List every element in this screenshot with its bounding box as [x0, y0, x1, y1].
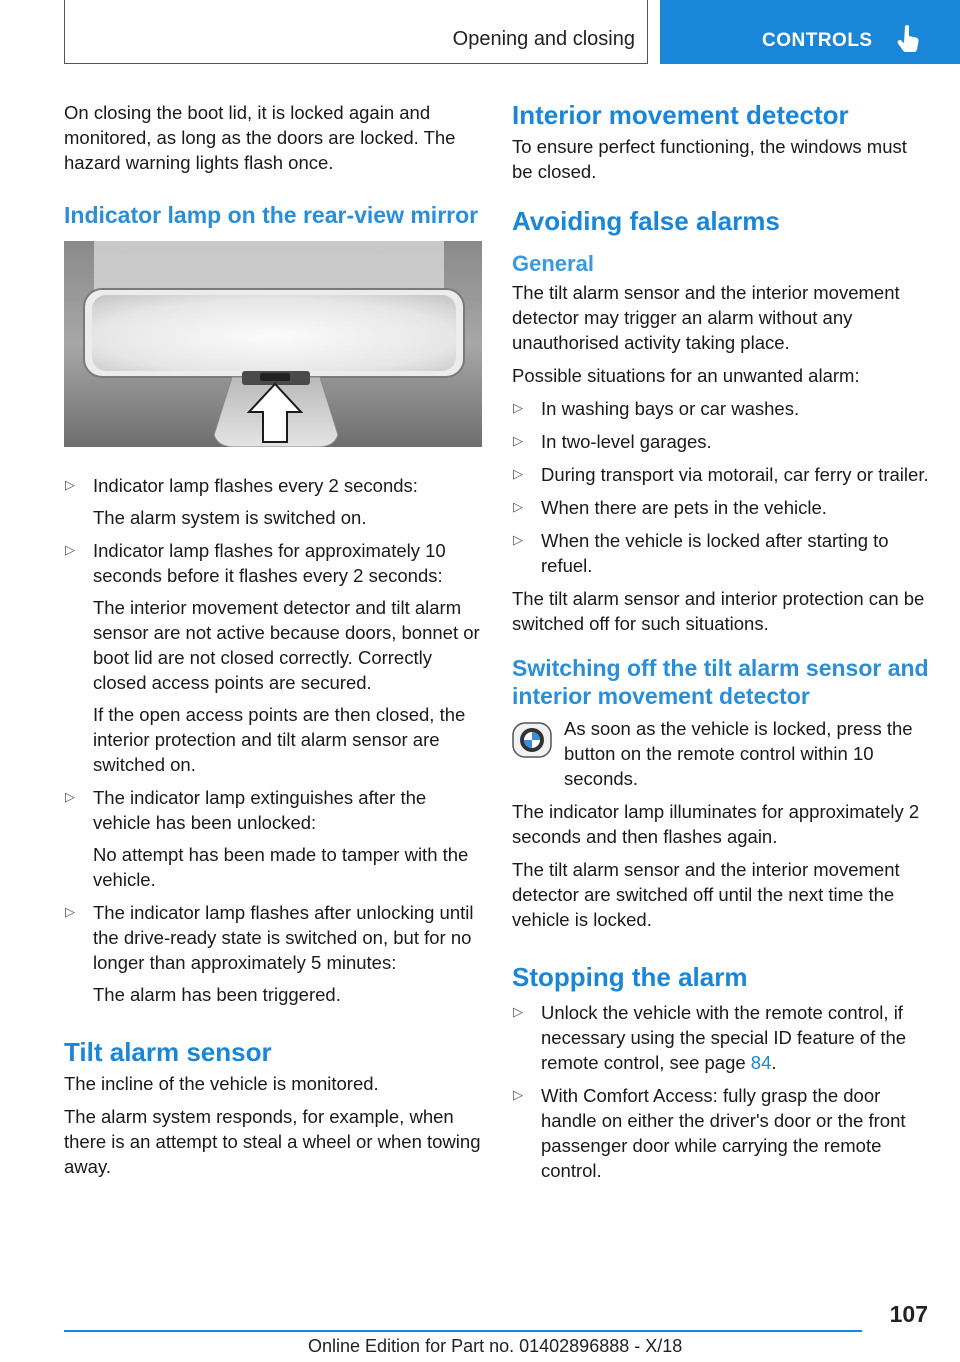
false-alarms-heading: Avoiding false alarms [512, 206, 780, 236]
list-item-text [541, 1000, 932, 1075]
triangle-bullet-icon: ▷ [65, 789, 75, 804]
list-item-detail: The alarm has been triggered. [93, 984, 341, 1005]
remote-instruction [512, 716, 932, 791]
rear-view-mirror-illustration [64, 241, 482, 447]
triangle-bullet-icon: ▷ [513, 1004, 523, 1019]
switch-off-heading: Switching off the tilt alarm sensor and interior movement detector [512, 655, 929, 709]
list-item [512, 429, 932, 454]
switch-paragraph-1: As soon as the vehicle is locked, press the button on the remote control within 10 seconds. [564, 718, 913, 789]
stop-alarm-list [512, 1000, 932, 1183]
list-item-lead: The indicator lamp flashes after unlocking until the drive-ready state is switched on, but for no longer than approximately 5 minutes: [93, 902, 474, 973]
footer-divider [64, 1330, 862, 1332]
tilt-paragraph-1: The incline of the vehicle is monitored. [64, 1073, 379, 1094]
general-heading: General [512, 251, 594, 276]
situations-list [512, 396, 932, 578]
section-title: Opening and closing [452, 28, 635, 50]
list-item-text: In two-level garages. [541, 431, 712, 452]
list-item [512, 495, 932, 520]
list-item-detail: No attempt has been made to tamper with the vehicle. [93, 844, 469, 890]
general-paragraph-2: Possible situations for an unwanted alarm: [512, 365, 860, 386]
triangle-bullet-icon: ▷ [65, 904, 75, 919]
list-item-text: With Comfort Access: fully grasp the door handle on either the driver's door or the front passenger door while carrying the remote control. [541, 1085, 906, 1181]
list-item [512, 396, 932, 421]
triangle-bullet-icon: ▷ [65, 542, 75, 557]
stop-alarm-heading: Stopping the alarm [512, 962, 748, 992]
triangle-bullet-icon: ▷ [513, 532, 523, 547]
triangle-bullet-icon: ▷ [65, 477, 75, 492]
triangle-bullet-icon: ▷ [513, 400, 523, 415]
list-item-detail: The alarm system is switched on. [93, 507, 367, 528]
list-item-text: When there are pets in the vehicle. [541, 497, 827, 518]
stop-item1-end: . [771, 1052, 777, 1073]
list-item-detail: If the open access points are then closed, the interior protection and tilt alarm sensor are switched on. [93, 704, 466, 775]
tilt-paragraph-2: The alarm system responds, for example, when there is an attempt to steal a wheel or when towing away. [64, 1106, 481, 1177]
triangle-bullet-icon: ▷ [513, 433, 523, 448]
list-item-text: During transport via motorail, car ferry or trailer. [541, 464, 929, 485]
chapter-title: CONTROLS [762, 30, 873, 51]
general-paragraph-1: The tilt alarm sensor and the interior movement detector may trigger an alarm without any unauthorised activity taking place. [512, 282, 900, 353]
list-item-text: In washing bays or car washes. [541, 398, 800, 419]
list-item-lead: The indicator lamp extinguishes after the vehicle has been unlocked: [93, 787, 427, 833]
indicator-list [64, 473, 482, 1007]
triangle-bullet-icon: ▷ [513, 499, 523, 514]
list-item [512, 1083, 932, 1183]
header-section-box [64, 0, 648, 64]
intro-paragraph: On closing the boot lid, it is locked again and monitored, as long as the doors are locked. The hazard warning lights flash once. [64, 102, 456, 173]
imd-paragraph: To ensure perfect functioning, the windows must be closed. [512, 136, 907, 182]
page-number: 107 [889, 1301, 928, 1327]
switch-paragraph-3: The tilt alarm sensor and the interior movement detector are switched off until the next time the vehicle is locked. [512, 859, 900, 930]
header-chapter-box [660, 0, 960, 64]
list-item [512, 462, 932, 487]
left-column [64, 100, 482, 1187]
list-item-text: When the vehicle is locked after starting to refuel. [541, 530, 889, 576]
indicator-heading: Indicator lamp on the rear-view mirror [64, 202, 479, 228]
list-item [512, 528, 932, 578]
triangle-bullet-icon: ▷ [513, 1087, 523, 1102]
tilt-heading: Tilt alarm sensor [64, 1037, 272, 1067]
general-paragraph-3: The tilt alarm sensor and interior protection can be switched off for such situations. [512, 588, 925, 634]
remote-key-icon [512, 720, 552, 760]
list-item [64, 900, 482, 1007]
stop-item1-text: Unlock the vehicle with the remote control, if necessary using the special ID feature of the remote control, see page [541, 1002, 907, 1073]
page-link-84[interactable]: 84 [750, 1052, 772, 1073]
list-item-detail: The interior movement detector and tilt alarm sensor are not active because doors, bonnet or boot lid are not closed correctly. Correctly closed access points are secured. [93, 597, 480, 693]
right-column [512, 100, 932, 1191]
list-item-lead: Indicator lamp flashes for approximately 10 seconds before it flashes every 2 seconds: [93, 540, 446, 586]
pointing-hand-icon [896, 24, 922, 54]
list-item [64, 473, 482, 530]
list-item [512, 1000, 932, 1075]
triangle-bullet-icon: ▷ [513, 466, 523, 481]
imd-heading: Interior movement detector [512, 100, 849, 130]
list-item [64, 538, 482, 777]
switch-paragraph-2: The indicator lamp illuminates for approximately 2 seconds and then flashes again. [512, 801, 920, 847]
list-item-lead: Indicator lamp flashes every 2 seconds: [93, 475, 418, 496]
list-item [64, 785, 482, 892]
edition-footer: Online Edition for Part no. 01402896888 - X/18 [308, 1336, 683, 1356]
